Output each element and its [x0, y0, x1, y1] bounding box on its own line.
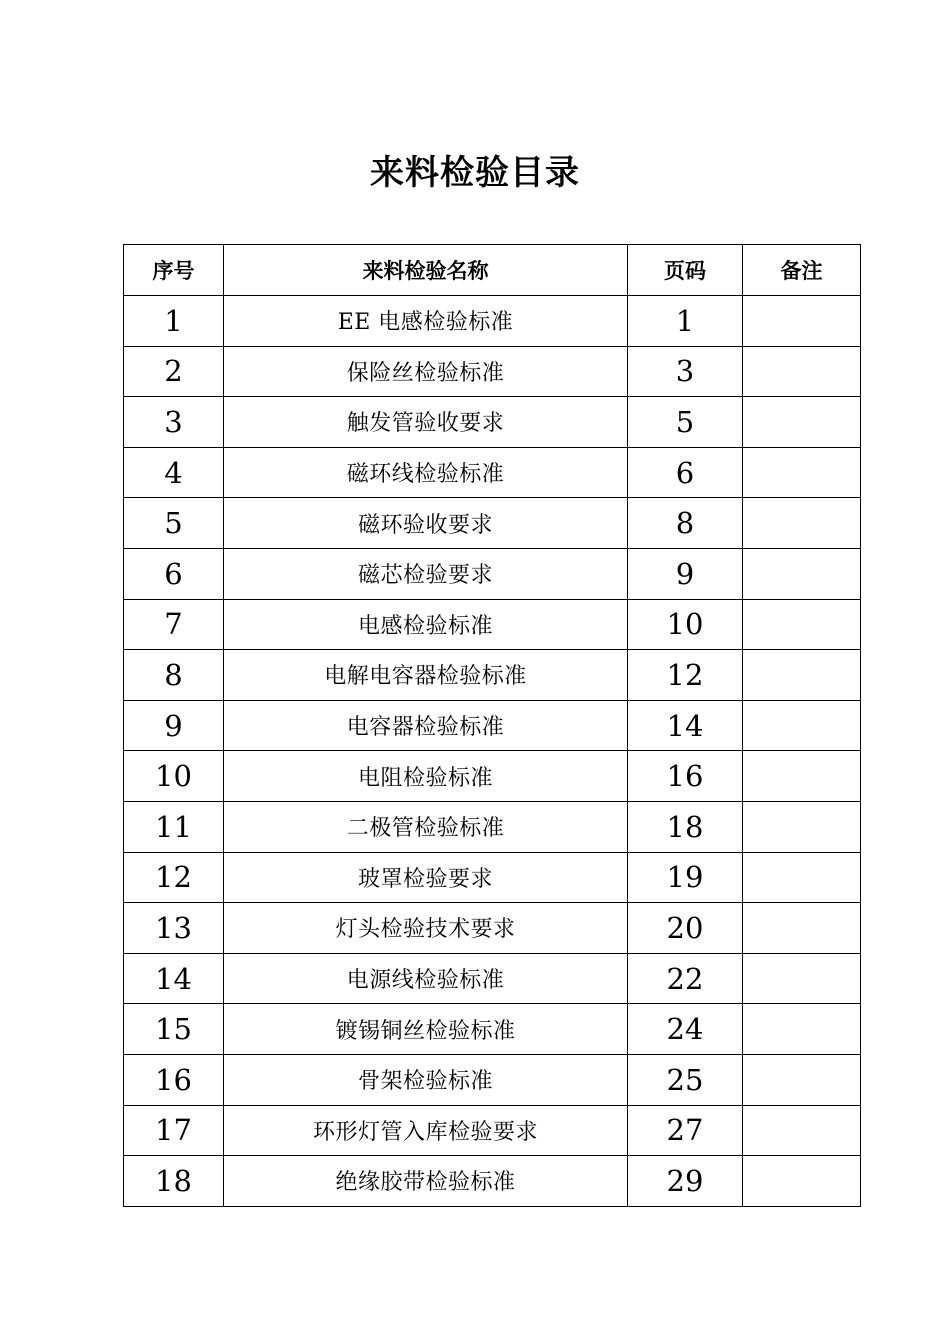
page-cell: 24 — [628, 1004, 743, 1055]
page-cell: 10 — [628, 599, 743, 650]
seq-cell: 6 — [124, 548, 224, 599]
seq-cell: 14 — [124, 953, 224, 1004]
table-row — [124, 650, 861, 701]
remark-cell — [743, 801, 861, 852]
table-row — [124, 1054, 861, 1105]
table-row — [124, 801, 861, 852]
name-cell: 电容器检验标准 — [224, 700, 628, 751]
table-row — [124, 397, 861, 448]
page-cell: 12 — [628, 650, 743, 701]
seq-cell: 18 — [124, 1156, 224, 1207]
table-row — [124, 1156, 861, 1207]
table-row — [124, 852, 861, 903]
remark-cell — [743, 1105, 861, 1156]
table-row — [124, 599, 861, 650]
remark-cell — [743, 346, 861, 397]
table-header-row — [124, 245, 861, 296]
page-title: 来料检验目录 — [370, 153, 580, 193]
seq-cell: 16 — [124, 1054, 224, 1105]
name-cell: 电阻检验标准 — [224, 751, 628, 802]
page-cell: 6 — [628, 447, 743, 498]
remark-cell — [743, 700, 861, 751]
remark-cell — [743, 447, 861, 498]
remark-cell — [743, 852, 861, 903]
header-seq: 序号 — [124, 245, 224, 296]
remark-cell — [743, 296, 861, 347]
remark-cell — [743, 397, 861, 448]
name-cell: 二极管检验标准 — [224, 801, 628, 852]
remark-cell — [743, 751, 861, 802]
remark-cell — [743, 1004, 861, 1055]
remark-cell — [743, 599, 861, 650]
table-row — [124, 751, 861, 802]
seq-cell: 12 — [124, 852, 224, 903]
header-name: 来料检验名称 — [224, 245, 628, 296]
page-cell: 16 — [628, 751, 743, 802]
seq-cell: 1 — [124, 296, 224, 347]
seq-cell: 5 — [124, 498, 224, 549]
name-cell: 磁环线检验标准 — [224, 447, 628, 498]
page-cell: 29 — [628, 1156, 743, 1207]
remark-cell — [743, 498, 861, 549]
seq-cell: 17 — [124, 1105, 224, 1156]
remark-cell — [743, 903, 861, 954]
seq-cell: 9 — [124, 700, 224, 751]
name-cell: 磁芯检验要求 — [224, 548, 628, 599]
table-row — [124, 447, 861, 498]
remark-cell — [743, 953, 861, 1004]
table-row — [124, 296, 861, 347]
page-cell: 14 — [628, 700, 743, 751]
page-cell: 27 — [628, 1105, 743, 1156]
page-cell: 3 — [628, 346, 743, 397]
page-cell: 9 — [628, 548, 743, 599]
page-cell: 25 — [628, 1054, 743, 1105]
name-cell: 电解电容器检验标准 — [224, 650, 628, 701]
name-cell: 镀锡铜丝检验标准 — [224, 1004, 628, 1055]
page-cell: 18 — [628, 801, 743, 852]
header-remark: 备注 — [743, 245, 861, 296]
page-cell: 19 — [628, 852, 743, 903]
seq-cell: 8 — [124, 650, 224, 701]
name-cell: 电源线检验标准 — [224, 953, 628, 1004]
page-cell: 22 — [628, 953, 743, 1004]
table-row — [124, 1004, 861, 1055]
table-row — [124, 548, 861, 599]
seq-cell: 11 — [124, 801, 224, 852]
catalog-table — [123, 244, 861, 1207]
name-cell: 触发管验收要求 — [224, 397, 628, 448]
name-cell: EE 电感检验标准 — [224, 296, 628, 347]
remark-cell — [743, 1156, 861, 1207]
name-cell: 环形灯管入库检验要求 — [224, 1105, 628, 1156]
remark-cell — [743, 1054, 861, 1105]
page-cell: 20 — [628, 903, 743, 954]
table-row — [124, 903, 861, 954]
remark-cell — [743, 548, 861, 599]
name-cell: 玻罩检验要求 — [224, 852, 628, 903]
page-cell: 5 — [628, 397, 743, 448]
seq-cell: 2 — [124, 346, 224, 397]
name-cell: 电感检验标准 — [224, 599, 628, 650]
page-cell: 8 — [628, 498, 743, 549]
seq-cell: 7 — [124, 599, 224, 650]
table-row — [124, 498, 861, 549]
name-cell: 灯头检验技术要求 — [224, 903, 628, 954]
seq-cell: 15 — [124, 1004, 224, 1055]
name-cell: 磁环验收要求 — [224, 498, 628, 549]
table-row — [124, 953, 861, 1004]
seq-cell: 10 — [124, 751, 224, 802]
page-cell: 1 — [628, 296, 743, 347]
seq-cell: 3 — [124, 397, 224, 448]
table-row — [124, 346, 861, 397]
name-cell: 骨架检验标准 — [224, 1054, 628, 1105]
seq-cell: 13 — [124, 903, 224, 954]
seq-cell: 4 — [124, 447, 224, 498]
table-row — [124, 700, 861, 751]
table-row — [124, 1105, 861, 1156]
header-page: 页码 — [628, 245, 743, 296]
remark-cell — [743, 650, 861, 701]
name-cell: 绝缘胶带检验标准 — [224, 1156, 628, 1207]
name-cell: 保险丝检验标准 — [224, 346, 628, 397]
